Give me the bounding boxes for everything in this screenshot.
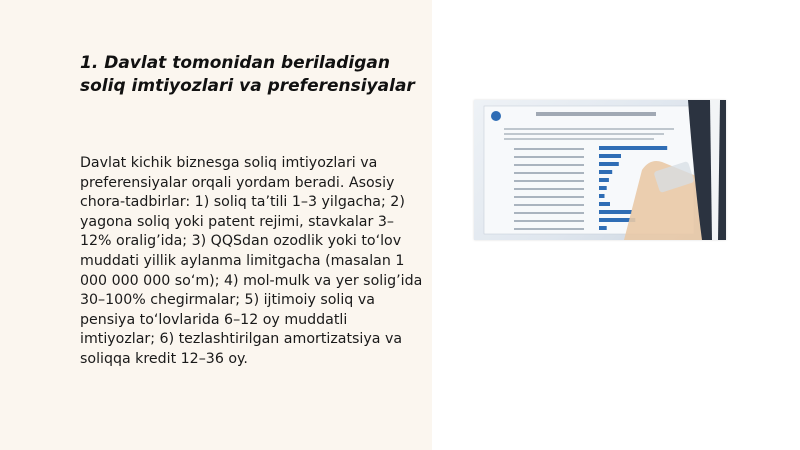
- chart-bar: [599, 170, 612, 174]
- slide-title: 1. Davlat tomonidan beriladigan soliq imtiyozlari va preferensiyalar: [80, 53, 415, 96]
- chart-row-label: [514, 196, 584, 198]
- screen-heading-line: [536, 112, 656, 116]
- screen-text-line: [504, 133, 664, 135]
- chart-bar: [599, 202, 610, 206]
- screen-text-line: [504, 128, 674, 130]
- chart-bar: [599, 178, 609, 182]
- chart-row-label: [514, 164, 584, 166]
- chart-row-label: [514, 156, 584, 158]
- illustration-svg: [474, 100, 726, 240]
- chart-row-label: [514, 212, 584, 214]
- chart-row-label: [514, 220, 584, 222]
- chart-row-label: [514, 228, 584, 230]
- chart-row-label: [514, 172, 584, 174]
- chart-row-label: [514, 188, 584, 190]
- chart-row-label: [514, 180, 584, 182]
- chart-bar: [599, 162, 619, 166]
- chart-bar: [599, 194, 605, 198]
- chart-row-label: [514, 204, 584, 206]
- chart-bar: [599, 226, 607, 230]
- chart-bar: [599, 210, 632, 214]
- slide-illustration: [474, 100, 726, 240]
- chart-bar: [599, 154, 621, 158]
- screen-text-line: [504, 138, 654, 140]
- chart-row-label: [514, 148, 584, 150]
- chart-bar: [599, 186, 607, 190]
- slide-body-text: Davlat kichik biznesga soliq imtiyozlari va preferensiyalar orqali yordam beradi. Asosiy chora-tadbirlar: 1) soliq ta’tili 1–3 yilgacha; 2) yagona soliq yoki patent rejimi, stavkalar 3–12% oralig’ida; 3) QQSdan ozodlik yoki to‘lov muddati yillik aylanma limitgacha (masalan 1 000 000 000 so‘m); 4) mol-mulk va yer solig’ida 30–100% chegirmalar; 5) ijtimoiy soliq va pensiya to‘lovlarida 6–12 oy muddatli imtiyozlar; 6) tezlashtirilgan amortizatsiya va soliqqa kredit 12–36 oy.: [80, 155, 423, 367]
- logo-mark: [491, 111, 501, 121]
- chart-bar: [599, 146, 667, 150]
